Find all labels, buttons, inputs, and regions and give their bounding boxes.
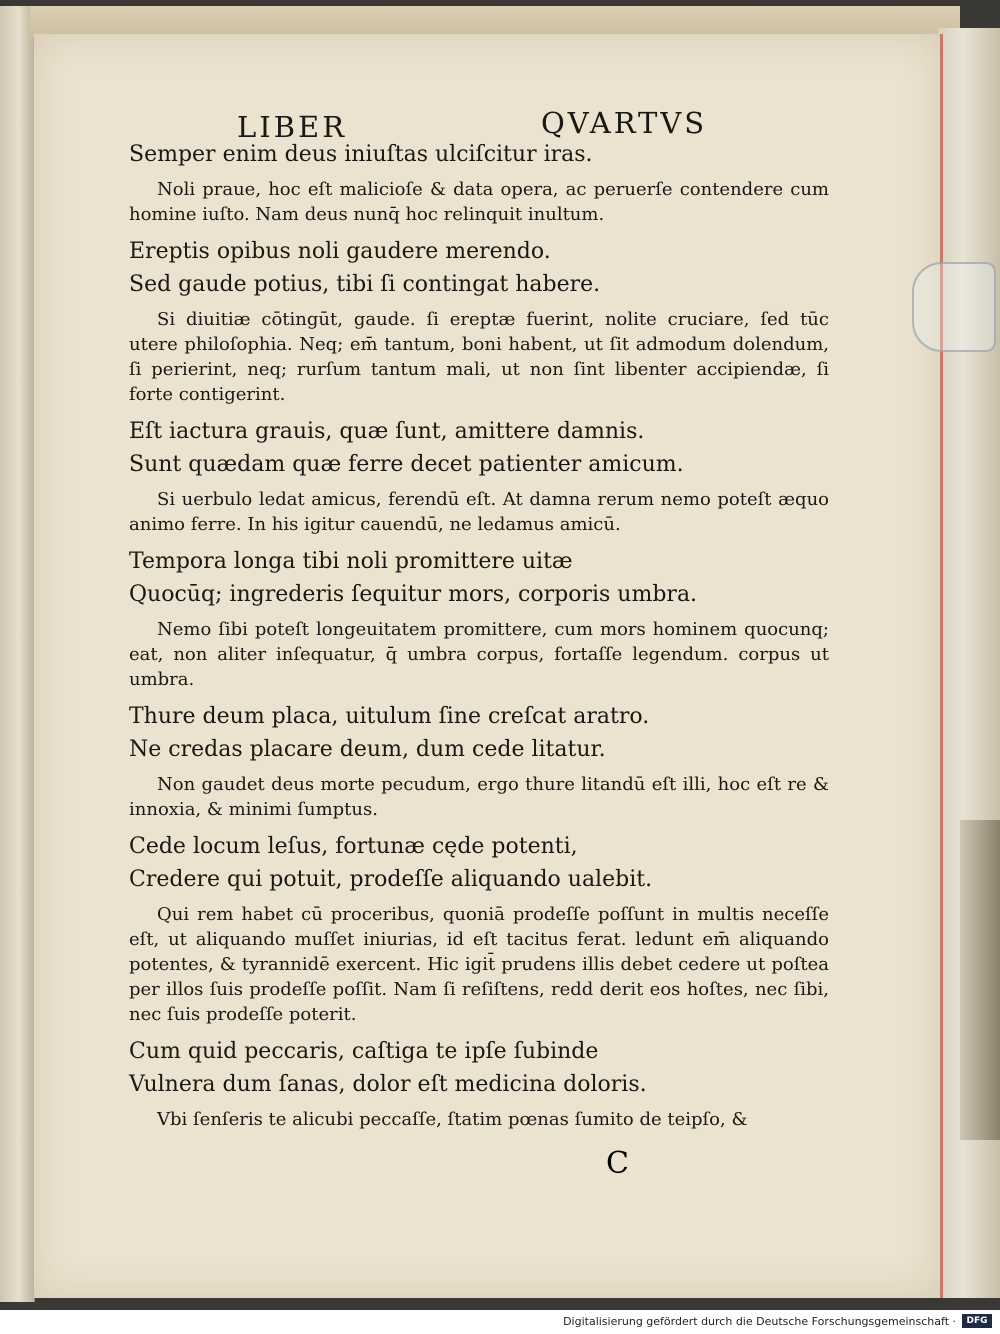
- verse-line: Vulnera dum ſanas, dolor eſt medicina doloris.: [129, 1072, 647, 1097]
- catchword: C: [606, 1146, 629, 1181]
- commentary-paragraph: Noli praue, hoc eſt malicioſe & data opera, ac peruerſe contendere cum homine iuſto. Nam deus nunq̄ hoc relinquit inultum.: [129, 179, 829, 225]
- verse-line: Quocūq; ingrederis ſequitur mors, corporis umbra.: [129, 582, 698, 607]
- running-head-right: QVARTVS: [541, 106, 708, 140]
- verse-line: Ereptis opibus noli gaudere merendo.: [129, 239, 551, 264]
- verse-line: Cum quid peccaris, caſtiga te ipſe ſubinde: [129, 1039, 599, 1064]
- book-page: [34, 34, 943, 1298]
- verse-line: Tempora longa tibi noli promittere uitæ: [129, 549, 573, 574]
- page-text: [129, 74, 829, 1140]
- verse-line: Thure deum placa, uitulum ſine creſcat aratro.: [129, 704, 650, 729]
- verse-line: Cede locum leſus, fortunæ cęde potenti,: [129, 834, 578, 859]
- running-head: [129, 74, 829, 144]
- text-blocks: [129, 138, 829, 1132]
- running-head-left: LIBER: [237, 110, 348, 144]
- verse-line: Credere qui potuit, prodeſſe aliquando ualebit.: [129, 867, 653, 892]
- commentary-paragraph: Si diuitiæ cōtingūt, gaude. ſi ereptæ fuerint, nolite cruciare, ſed tūc utere philoſophia. Neq; em̄ tantum, boni habent, ut ſit admodum dolendum, ſi perierint, neq; rurſum tantum mali, ut non ſint libenter accipiendæ, ſi forte contigerint.: [129, 309, 829, 405]
- verse-line: Eſt iactura grauis, quæ ſunt, amittere damnis.: [129, 419, 645, 444]
- commentary-paragraph: Vbi ſenſeris te alicubi peccaſſe, ſtatim pœnas ſumito de teipſo, &: [157, 1109, 748, 1130]
- verse-line: Ne credas placare deum, dum cede litatur.: [129, 737, 606, 762]
- commentary-paragraph: Nemo ſibi poteſt longeuitatem promittere, cum mors hominem quocunq; eat, non aliter inſequatur, q̄ umbra corpus, fortaſſe legendum. corpus ut umbra.: [129, 619, 829, 690]
- commentary-paragraph: Qui rem habet cū proceribus, quoniā prodeſſe poſſunt in multis neceſſe eſt, ut aliquando muſſet iniurias, id eſt tacitus ferat. ledunt em̄ aliquando potentes, & tyrannidē exercent. Hic igit̄ prudens illis debet cedere ut poſtea per illos ſuis prodeſſe poſſit. Nam ſi reſiſtens, redd derit eos hoſtes, nec ſibi, nec ſuis prodeſſe poterit.: [129, 904, 829, 1025]
- footer-credit: Digitalisierung gefördert durch die Deutsche Forschungsgemeinschaft ·: [563, 1315, 956, 1328]
- page-clip: [912, 262, 996, 352]
- dfg-logo: DFG: [962, 1314, 992, 1328]
- verse-line: Semper enim deus iniuſtas ulciſcitur iras.: [129, 142, 593, 167]
- commentary-paragraph: Si uerbulo ledat amicus, ferendū eſt. At damna rerum nemo poteſt æquo animo ferre. In his igitur cauendū, ne ledamus amicū.: [129, 489, 829, 535]
- verse-line: Sunt quædam quæ ferre decet patienter amicum.: [129, 452, 684, 477]
- binding-board-shadow: [960, 820, 1000, 1140]
- left-page-edge: [0, 6, 35, 1302]
- verse-line: Sed gaude potius, tibi ſi contingat habere.: [129, 272, 601, 297]
- commentary-paragraph: Non gaudet deus morte pecudum, ergo thure litandū eſt illi, hoc eſt re & innoxia, & minimi ſumptus.: [129, 774, 829, 820]
- footer-bar: [0, 1310, 1000, 1334]
